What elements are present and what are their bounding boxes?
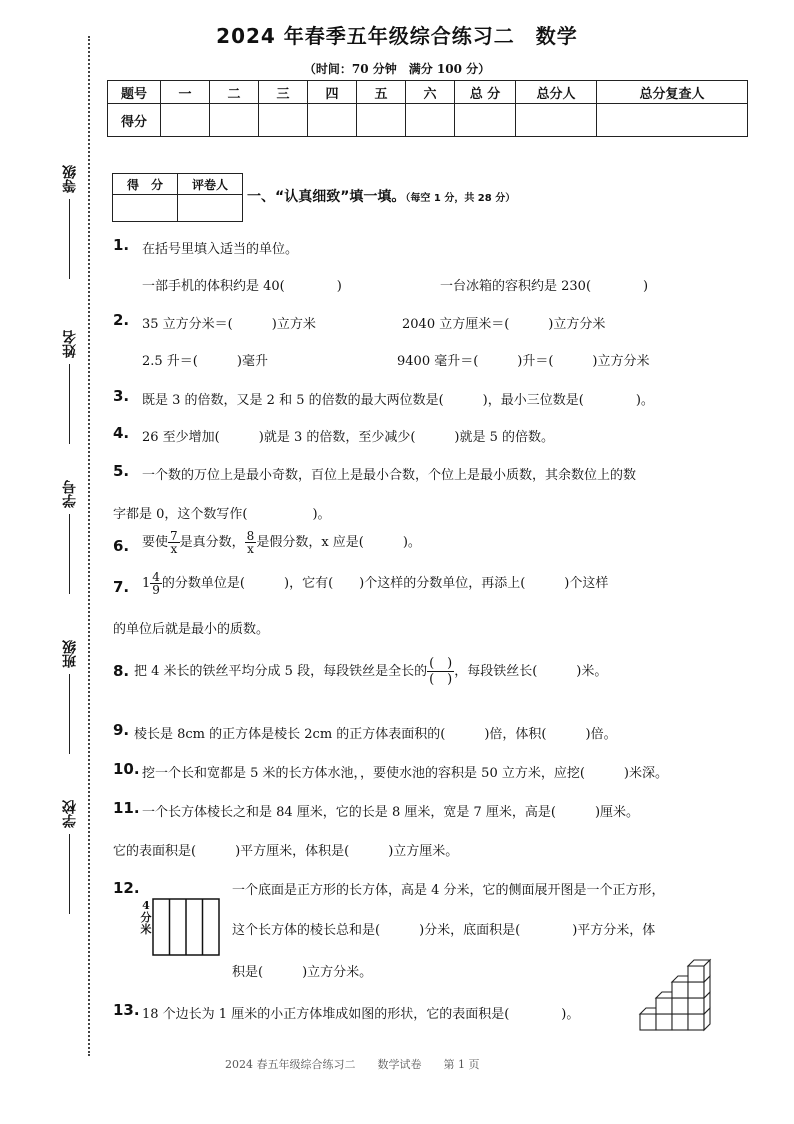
page-footer: 2024 春五年级综合练习二 数学试卷 第 1 页 [225,1058,480,1071]
score-header-cell: 五 [357,81,406,104]
question-text: 的单位后就是最小的质数。 [113,622,270,637]
question-blank-line: 一台冰箱的容积约是 230( ) [440,279,649,294]
score-header-cell: 总分复查人 [597,81,748,104]
question-number: 12. [113,879,140,897]
cube-stack-figure [636,952,732,1038]
section-heading: 一、“认真细致”填一填。（每空 1 分，共 28 分） [247,189,516,205]
score-cell[interactable] [597,104,748,137]
question-number: 7. [113,578,130,596]
question-text: 要使 $\frac{7}{x}$ 是真分数， $\frac{8}{x}$ 是假分数，x 应是( )。 [142,529,421,556]
page-title: 2024 年春季五年级综合练习二 数学 [216,24,578,48]
question-text: 一个底面是正方形的长方体，高是 4 分米，它的侧面展开图是一个正方形， [232,883,665,898]
question-number: 11. [113,799,140,817]
field-grade[interactable]: 等级 [60,165,80,279]
score-header-cell: 六 [406,81,455,104]
question-text: 既是 3 的倍数，又是 2 和 5 的倍数的最大两位数是( )，最小三位数是( )。 [142,393,654,408]
question-number: 5. [113,462,130,480]
score-header-cell: 四 [308,81,357,104]
score-row-label: 得分 [108,104,161,137]
score-cell[interactable] [455,104,516,137]
question-number: 10. [113,760,140,778]
question-text: 这个长方体的棱长总和是( )分米，底面积是( )平方分米，体 [232,923,656,938]
fraction: $\frac{( )}{( )}$ [429,656,453,687]
score-cell[interactable] [516,104,597,137]
fraction: $\frac{7}{x}$ [170,529,178,556]
fraction: $\frac{4}{9}$ [152,570,160,597]
exam-subtitle: （时间：70 分钟 满分 100 分） [303,62,491,76]
question-text: 18 个边长为 1 厘米的小正方体堆成如图的形状，它的表面积是( )。 [142,1007,580,1022]
question-number: 8. [113,662,130,680]
question-text: 把 4 米长的铁丝平均分成 5 段，每段铁丝是全长的 $\frac{( )}{( )}$ ，每段铁丝长( )米。 [134,656,608,687]
grader-score-cell[interactable] [113,195,178,222]
grader-name-label: 评卷人 [178,174,243,195]
fraction: $\frac{8}{x}$ [246,529,255,556]
question-blank-line: 2040 立方厘米＝( )立方分米 [402,317,606,332]
question-text: 它的表面积是( )平方厘米，体积是( )立方厘米。 [113,844,459,859]
question-text: 在括号里填入适当的单位。 [142,242,299,257]
score-header-cell: 二 [210,81,259,104]
question-blank-line: 9400 毫升＝( )升＝( )立方分米 [397,354,650,369]
question-text: 字都是 0，这个数写作( )。 [113,507,331,522]
question-text: 积是( )立方分米。 [232,965,373,980]
question-text: 棱长是 8cm 的正方体是棱长 2cm 的正方体表面积的( )倍，体积( )倍。 [134,727,617,742]
question-number: 1. [113,236,130,254]
score-cell[interactable] [406,104,455,137]
grader-name-cell[interactable] [178,195,243,222]
score-cell[interactable] [357,104,406,137]
question-number: 13. [113,1001,140,1019]
question-number: 4. [113,424,130,442]
question-text: 26 至少增加( )就是 3 的倍数，至少减少( )就是 5 的倍数。 [142,430,555,445]
score-header-label: 题号 [108,81,161,104]
grader-box [112,173,243,222]
score-cell[interactable] [161,104,210,137]
net-diagram [152,898,220,956]
question-text: 一个长方体棱长之和是 84 厘米，它的长是 8 厘米，宽是 7 厘米，高是( )厘米。 [142,805,640,820]
score-header-cell: 三 [259,81,308,104]
figure-dimension-label: 4分米 [140,899,152,936]
grader-score-label: 得 分 [113,174,178,195]
question-text: 挖一个长和宽都是 5 米的长方体水池，，要使水池的容积是 50 立方米，应挖( )米深。 [142,766,668,781]
score-header-cell: 总分人 [516,81,597,104]
score-cell[interactable] [308,104,357,137]
binding-line [88,36,90,1056]
question-number: 2. [113,311,130,329]
question-blank-line: 2.5 升＝( )毫升 [142,354,268,369]
score-header-cell: 总 分 [455,81,516,104]
score-header-cell: 一 [161,81,210,104]
question-number: 3. [113,387,130,405]
score-cell[interactable] [210,104,259,137]
question-number: 9. [113,721,130,739]
score-cell[interactable] [259,104,308,137]
question-blank-line: 35 立方分米＝( )立方米 [142,317,316,332]
field-school[interactable]: 学校 [60,800,80,914]
question-text: 一个数的万位上是最小奇数，百位上是最小合数，个位上是最小质数，其余数位上的数 [142,468,637,483]
field-student-id[interactable]: 学号 [60,480,80,594]
field-name[interactable]: 姓名 [60,330,80,444]
score-table [107,80,748,137]
question-number: 6. [113,537,130,555]
field-class[interactable]: 班级 [60,640,80,754]
question-text: 1 $\frac{4}{9}$ 的分数单位是( )，它有( )个这样的分数单位，再添上( )个这样 [142,570,609,597]
question-blank-line: 一部手机的体积约是 40( ) [142,279,342,294]
